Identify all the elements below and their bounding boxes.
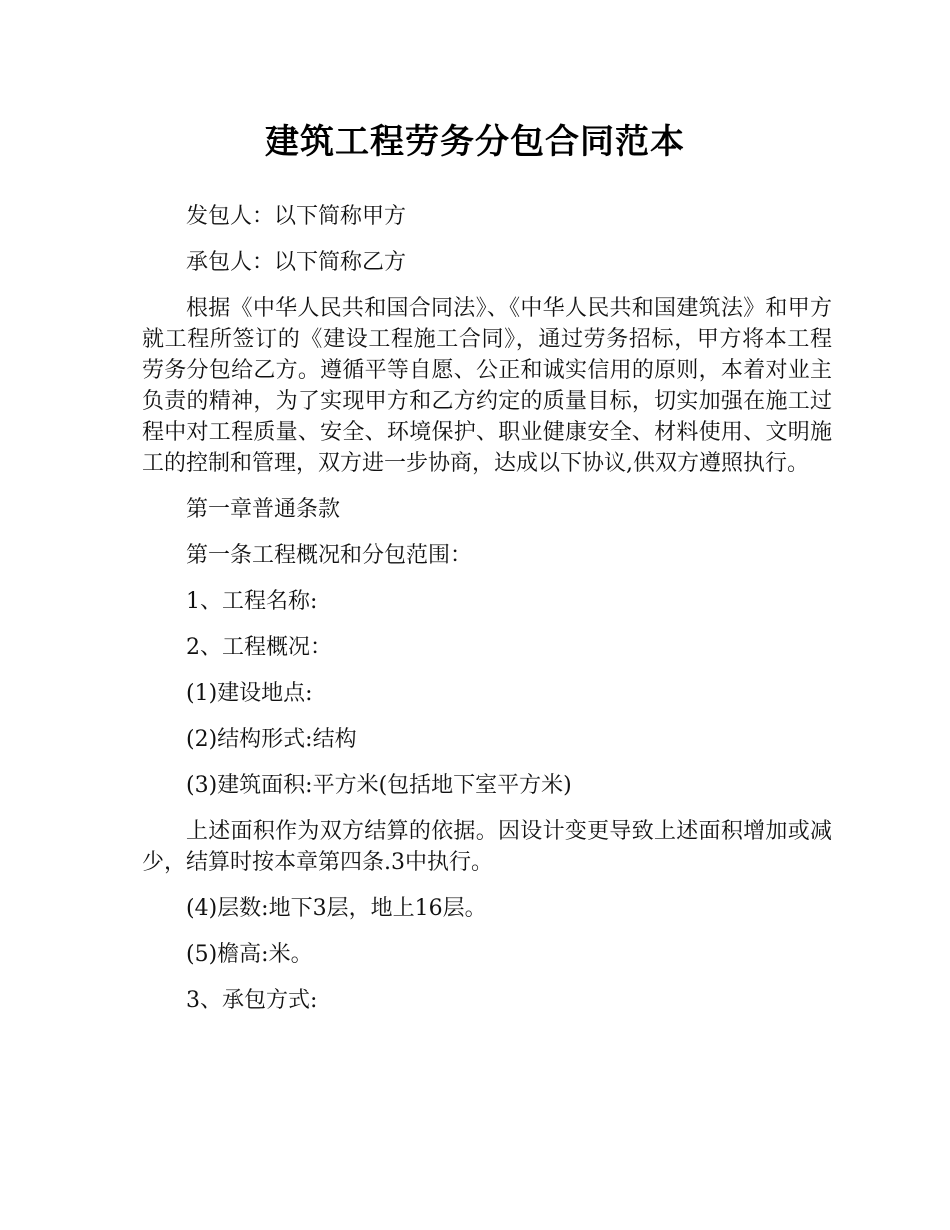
list-item-structure: (2)结构形式:结构: [186, 727, 357, 752]
paragraph-area-note: 上述面积作为双方结算的依据。因设计变更导致上述面积增加或减少，结算时按本章第四条.3中执行。: [142, 819, 832, 875]
paragraph-employer: 发包人：以下简称甲方: [186, 204, 407, 229]
list-item-contract-method: 3、承包方式:: [186, 988, 318, 1013]
list-item-eave-height: (5)檐高:米。: [186, 942, 313, 967]
list-item-location: (1)建设地点:: [186, 681, 313, 706]
chapter-heading: 第一章普通条款: [186, 497, 341, 522]
paragraph-contractor: 承包人：以下简称乙方: [186, 250, 407, 275]
document-body: [142, 201, 832, 1031]
list-item-project-overview: 2、工程概况：: [186, 635, 332, 660]
list-item-project-name: 1、工程名称:: [186, 589, 318, 614]
document-title: 建筑工程劳务分包合同范本: [265, 122, 685, 162]
article-heading: 第一条工程概况和分包范围：: [186, 543, 473, 568]
list-item-area: (3)建筑面积:平方米(包括地下室平方米): [186, 773, 572, 798]
paragraph-preamble: 根据《中华人民共和国合同法》、《中华人民共和国建筑法》和甲方就工程所签订的《建设工程施工合同》，通过劳务招标，甲方将本工程劳务分包给乙方。遵循平等自愿、公正和诚实信用的原则，本着对业主负责的精神，为了实现甲方和乙方约定的质量目标，切实加强在施工过程中对工程质量、安全、环境保护、职业健康安全、材料使用、文明施工的控制和管理，双方进一步协商，达成以下协议,供双方遵照执行。: [142, 296, 832, 476]
list-item-floors: (4)层数:地下3层，地上16层。: [186, 896, 487, 921]
